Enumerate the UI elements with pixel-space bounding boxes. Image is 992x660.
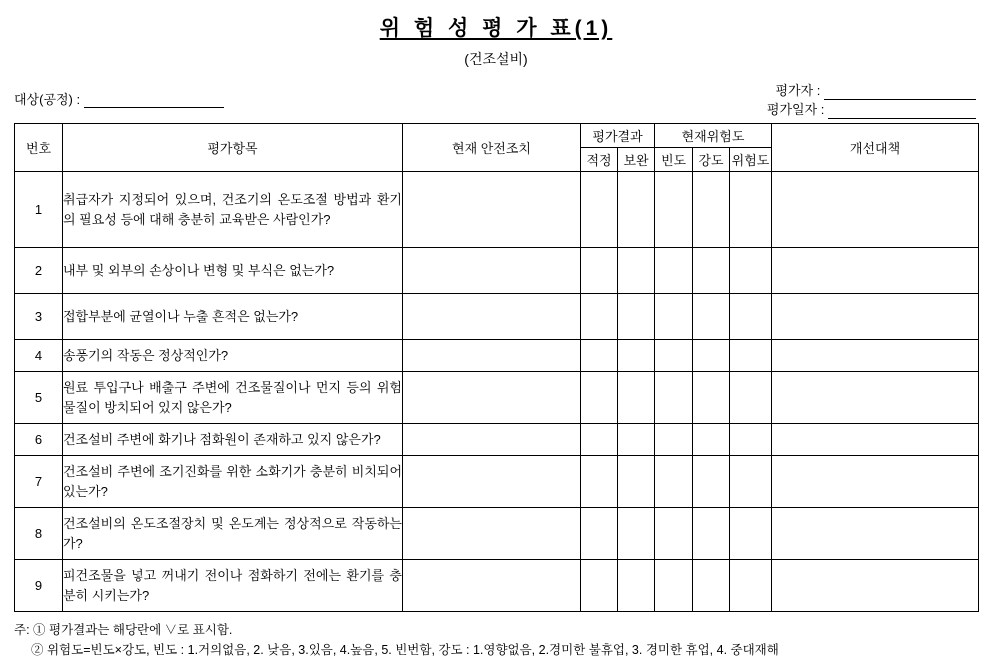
row-item: 송풍기의 작동은 정상적인가?: [63, 340, 403, 372]
row-eval-adequate[interactable]: [581, 294, 618, 340]
row-current-measures[interactable]: [403, 508, 581, 560]
row-risk-severity[interactable]: [693, 294, 730, 340]
footnote-prefix: 주:: [14, 623, 30, 637]
row-item: 원료 투입구나 배출구 주변에 건조물질이나 먼지 등의 위험물질이 방치되어 있지 않은가?: [63, 372, 403, 424]
row-no: 2: [15, 248, 63, 294]
target-field: [14, 89, 224, 108]
target-input[interactable]: [84, 94, 224, 108]
header-item: 평가항목: [63, 124, 403, 172]
row-risk-level[interactable]: [730, 560, 772, 612]
header-risk-level: 위험도: [730, 148, 772, 172]
row-no: 3: [15, 294, 63, 340]
row-item: 내부 및 외부의 손상이나 변형 및 부식은 없는가?: [63, 248, 403, 294]
table-header-row-1: [15, 124, 979, 148]
row-item: 접합부분에 균열이나 누출 흔적은 없는가?: [63, 294, 403, 340]
header-current-measures: 현재 안전조치: [403, 124, 581, 172]
header-eval-supplement: 보완: [618, 148, 655, 172]
evaluator-block: [767, 81, 976, 119]
row-improvement[interactable]: [772, 560, 979, 612]
row-eval-adequate[interactable]: [581, 508, 618, 560]
row-item: 건조설비 주변에 조기진화를 위한 소화기가 충분히 비치되어 있는가?: [63, 456, 403, 508]
evaluator-field: [767, 81, 976, 100]
title-block: [14, 0, 978, 69]
row-no: 8: [15, 508, 63, 560]
row-improvement[interactable]: [772, 294, 979, 340]
row-risk-severity[interactable]: [693, 340, 730, 372]
header-no: 번호: [15, 124, 63, 172]
row-no: 7: [15, 456, 63, 508]
header-eval-adequate: 적정: [581, 148, 618, 172]
footnote-1: [14, 620, 978, 640]
table-row: [15, 340, 979, 372]
row-eval-adequate[interactable]: [581, 172, 618, 248]
page-subtitle: (건조설비): [464, 51, 528, 67]
page-title-suffix: (1): [574, 17, 613, 40]
table-row: [15, 294, 979, 340]
row-improvement[interactable]: [772, 340, 979, 372]
row-risk-severity[interactable]: [693, 248, 730, 294]
footnote-1-text: ① 평가결과는 해당란에 ∨로 표시함.: [33, 623, 233, 637]
row-current-measures[interactable]: [403, 172, 581, 248]
row-risk-level[interactable]: [730, 424, 772, 456]
row-improvement[interactable]: [772, 372, 979, 424]
row-risk-frequency[interactable]: [655, 508, 693, 560]
table-row: [15, 372, 979, 424]
row-no: 5: [15, 372, 63, 424]
table-row: [15, 456, 979, 508]
row-item: 피건조물을 넣고 꺼내기 전이나 점화하기 전에는 환기를 충분히 시키는가?: [63, 560, 403, 612]
header-eval-result: 평가결과: [581, 124, 655, 148]
target-label: 대상(공정) :: [14, 92, 81, 107]
row-eval-supplement[interactable]: [618, 294, 655, 340]
row-improvement[interactable]: [772, 456, 979, 508]
row-risk-frequency[interactable]: [655, 456, 693, 508]
header-risk-severity: 강도: [693, 148, 730, 172]
row-improvement[interactable]: [772, 424, 979, 456]
row-improvement[interactable]: [772, 508, 979, 560]
row-no: 1: [15, 172, 63, 248]
row-risk-severity[interactable]: [693, 560, 730, 612]
row-current-measures[interactable]: [403, 248, 581, 294]
row-eval-adequate[interactable]: [581, 456, 618, 508]
row-risk-level[interactable]: [730, 508, 772, 560]
row-eval-supplement[interactable]: [618, 340, 655, 372]
table-row: [15, 172, 979, 248]
row-eval-adequate[interactable]: [581, 560, 618, 612]
row-eval-supplement[interactable]: [618, 172, 655, 248]
table-row: [15, 508, 979, 560]
row-eval-supplement[interactable]: [618, 560, 655, 612]
row-risk-frequency[interactable]: [655, 248, 693, 294]
header-current-risk: 현재위험도: [655, 124, 772, 148]
row-risk-level[interactable]: [730, 294, 772, 340]
row-risk-level[interactable]: [730, 248, 772, 294]
footnotes: [14, 620, 978, 660]
row-eval-supplement[interactable]: [618, 508, 655, 560]
row-item: 취급자가 지정되어 있으며, 건조기의 온도조절 방법과 환기의 필요성 등에 대해 충분히 교육받은 사람인가?: [63, 172, 403, 248]
row-current-measures[interactable]: [403, 294, 581, 340]
risk-assessment-table: [14, 123, 979, 612]
footnote-2: ② 위험도=빈도×강도, 빈도 : 1.거의없음, 2. 낮음, 3.있음, 4.높음, 5. 빈번함, 강도 : 1.영향없음, 2.경미한 불휴업, 3. 경미한 휴업, 4. 중대재해: [31, 643, 779, 657]
row-risk-severity[interactable]: [693, 372, 730, 424]
row-eval-supplement[interactable]: [618, 456, 655, 508]
row-risk-frequency[interactable]: [655, 172, 693, 248]
header-risk-frequency: 빈도: [655, 148, 693, 172]
table-row: [15, 560, 979, 612]
row-current-measures[interactable]: [403, 340, 581, 372]
row-risk-level[interactable]: [730, 372, 772, 424]
row-current-measures[interactable]: [403, 560, 581, 612]
table-row: [15, 424, 979, 456]
eval-date-field: [767, 100, 976, 119]
row-item: 건조설비 주변에 화기나 점화원이 존재하고 있지 않은가?: [63, 424, 403, 456]
row-risk-frequency[interactable]: [655, 294, 693, 340]
row-risk-severity[interactable]: [693, 508, 730, 560]
row-current-measures[interactable]: [403, 456, 581, 508]
header-improvement: 개선대책: [772, 124, 979, 172]
row-risk-level[interactable]: [730, 340, 772, 372]
row-eval-adequate[interactable]: [581, 248, 618, 294]
row-risk-frequency[interactable]: [655, 424, 693, 456]
table-row: [15, 248, 979, 294]
evaluator-label: 평가자 :: [775, 83, 821, 98]
row-risk-frequency[interactable]: [655, 560, 693, 612]
row-risk-level[interactable]: [730, 172, 772, 248]
row-risk-severity[interactable]: [693, 456, 730, 508]
evaluator-input[interactable]: [824, 86, 976, 100]
row-no: 6: [15, 424, 63, 456]
row-risk-frequency[interactable]: [655, 372, 693, 424]
row-risk-level[interactable]: [730, 456, 772, 508]
row-eval-supplement[interactable]: [618, 372, 655, 424]
table-body: [15, 172, 979, 612]
row-no: 4: [15, 340, 63, 372]
row-risk-frequency[interactable]: [655, 340, 693, 372]
row-current-measures[interactable]: [403, 372, 581, 424]
row-eval-supplement[interactable]: [618, 424, 655, 456]
row-risk-severity[interactable]: [693, 172, 730, 248]
row-eval-adequate[interactable]: [581, 372, 618, 424]
page-title: 위 험 성 평 가 표(1): [379, 17, 613, 40]
row-eval-adequate[interactable]: [581, 424, 618, 456]
eval-date-label: 평가일자 :: [766, 102, 825, 117]
row-risk-severity[interactable]: [693, 424, 730, 456]
row-improvement[interactable]: [772, 172, 979, 248]
row-item: 건조설비의 온도조절장치 및 온도계는 정상적으로 작동하는가?: [63, 508, 403, 560]
row-no: 9: [15, 560, 63, 612]
row-eval-supplement[interactable]: [618, 248, 655, 294]
row-current-measures[interactable]: [403, 424, 581, 456]
row-eval-adequate[interactable]: [581, 340, 618, 372]
meta-row: [14, 81, 978, 121]
eval-date-input[interactable]: [828, 105, 976, 119]
row-improvement[interactable]: [772, 248, 979, 294]
